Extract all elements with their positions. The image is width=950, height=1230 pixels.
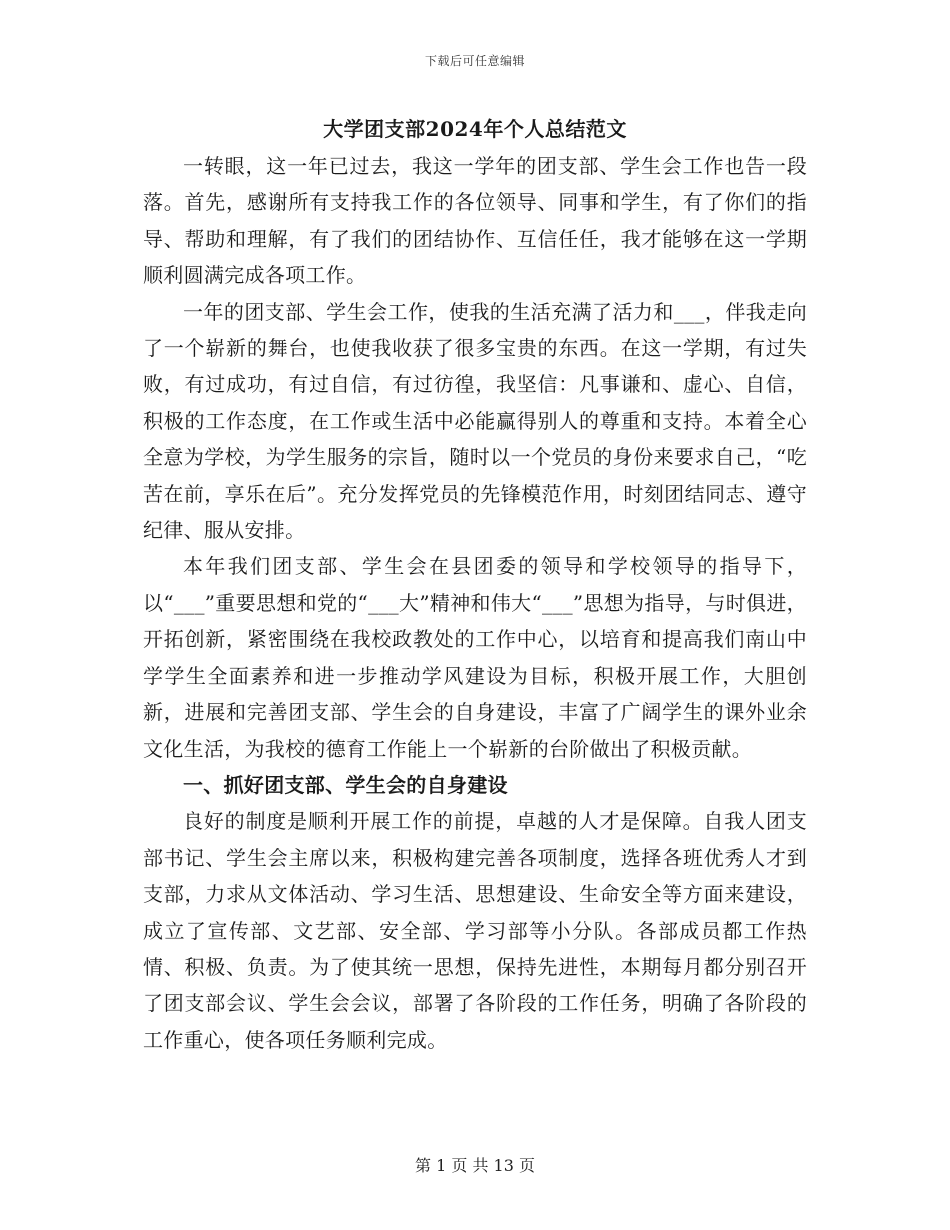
page-header-note: 下载后可任意编辑: [424, 54, 525, 68]
page-number-footer: 第 1 页 共 13 页: [415, 1156, 535, 1175]
section-1-paragraph: 良好的制度是顺利开展工作的前提，卓越的人才是保障。自我人团支部书记、学生会主席以来，积极构建完善各项制度，选择各班优秀人才到支部，力求从文体活动、学习生活、思想建设、生命安全等方面来建设，成立了宣传部、文艺部、安全部、学习部等小分队。各部成员都工作热情、积极、负责。为了使其统一思想，保持先进性，本期每月都分别召开了团支部会议、学生会会议，部署了各阶段的工作任务，明确了各阶段的工作重心，使各项任务顺利完成。: [143, 809, 807, 1052]
document-body: [143, 112, 807, 1058]
paragraph-2: 一年的团支部、学生会工作，使我的生活充满了活力和___，伴我走向了一个崭新的舞台，也使我收获了很多宝贵的东西。在这一学期，有过失败，有过成功，有过自信，有过彷徨，我坚信：凡事谦和、虚心、自信，积极的工作态度，在工作或生活中必能赢得别人的尊重和支持。本着全心全意为学校，为学生服务的宗旨，随时以一个党员的身份来要求自己，“吃苦在前，享乐在后”。充分发挥党员的先锋模范作用，时刻团结同志、遵守纪律、服从安排。: [143, 299, 807, 543]
document-title: 大学团支部2024年个人总结范文: [323, 117, 627, 141]
paragraph-1: 一转眼，这一年已过去，我这一学年的团支部、学生会工作也告一段落。首先，感谢所有支持我工作的各位领导、同事和学生，有了你们的指导、帮助和理解，有了我们的团结协作、互信任任，我才能够在这一学期顺利圆满完成各项工作。: [143, 154, 807, 288]
paragraph-3: 本年我们团支部、学生会在县团委的领导和学校领导的指导下，以“___”重要思想和党的“___大”精神和伟大“___”思想为指导，与时俱进，开拓创新，紧密围绕在我校政教处的工作中心，以培育和提高我们南山中学学生全面素养和进一步推动学风建设为目标，积极开展工作，大胆创新，进展和完善团支部、学生会的自身建设，丰富了广阔学生的课外业余文化生活，为我校的德育工作能上一个崭新的台阶做出了积极贡献。: [143, 554, 807, 761]
section-1-heading: 一、抓好团支部、学生会的自身建设: [183, 772, 508, 797]
